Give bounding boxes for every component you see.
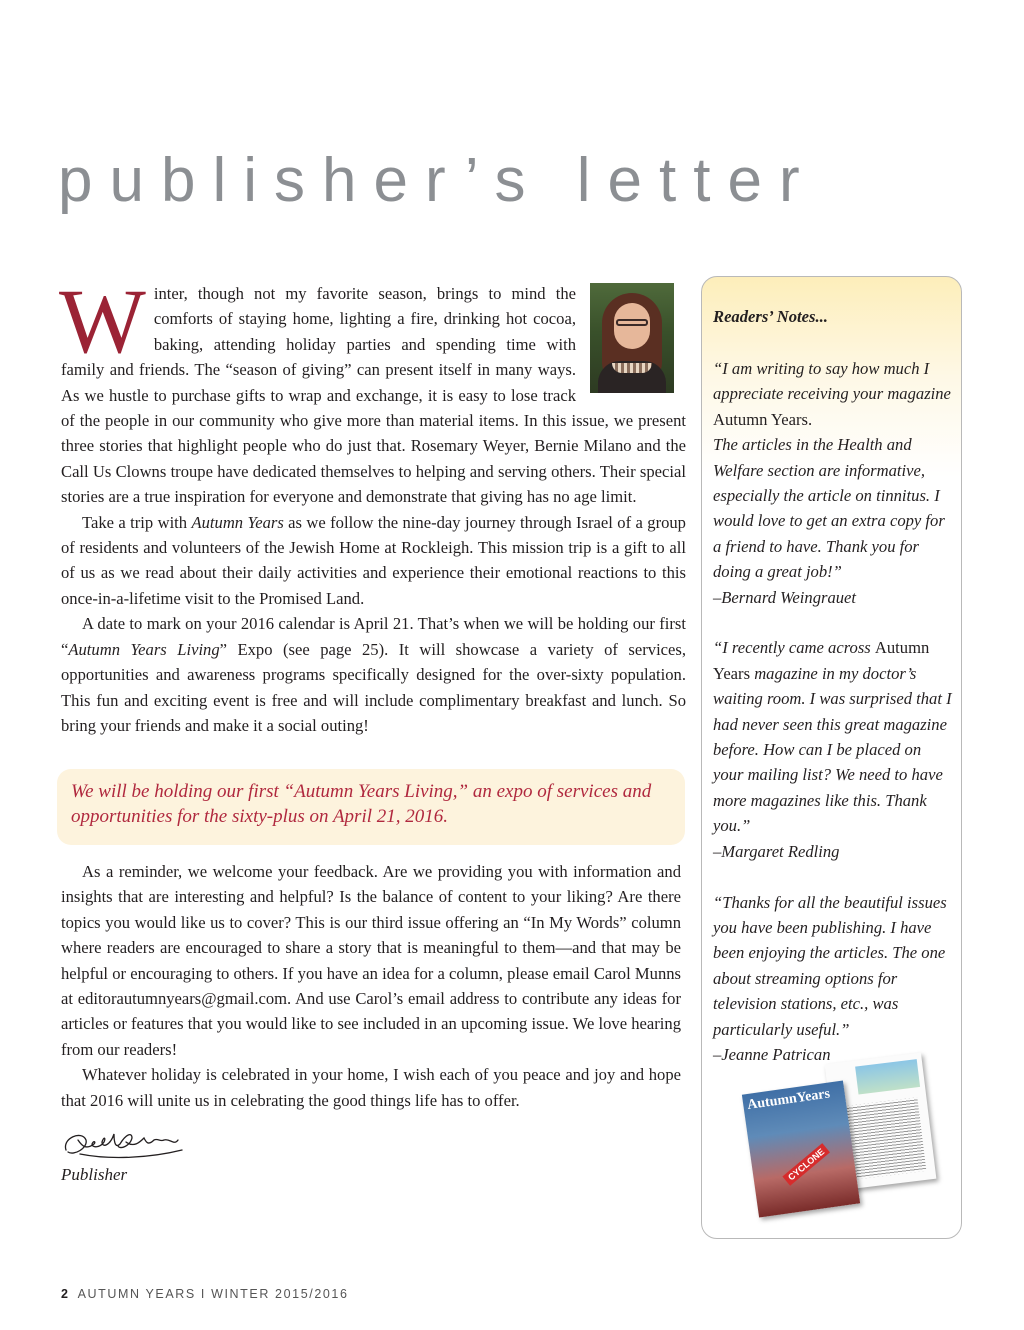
sidebar-notes <box>713 356 953 1093</box>
pull-quote: We will be holding our first “Autumn Years Living,” an expo of services and opportunities for the sixty-plus on April 21, 2016. <box>57 769 685 845</box>
page-footer <box>61 1287 349 1301</box>
signature <box>60 1128 184 1162</box>
reader-note-2: “I recently came across Autumn Years magazine in my doctor’s waiting room. I was surprised that I had never seen this great magazine before. How can I be placed on your mailing list? We need to have more magazines like this. Thank you.” –Margaret Redling <box>713 638 952 861</box>
paragraph-5: Whatever holiday is celebrated in your home, I wish each of you peace and joy and hope that 2016 will unite us in celebrating the good things life has to offer. <box>61 1065 681 1110</box>
paragraph-4: As a reminder, we welcome your feedback. Are we providing you with information and insights that are interesting and helpful? Is the balance of content to your liking? Are there topics you would like us to cover? This is our third issue offering an “In My Words” column where readers are encouraged to share a story that is meaningful to them—and that may be helpful or encouraging to others. If you have an idea for a column, please email Carol Munns at editorautumnyears@gmail.com. And use Carol’s email address to contribute any ideas for articles or features that you would like to see included in an upcoming issue. We love hearing from our readers! <box>61 862 681 1059</box>
note-author: –Margaret Redling <box>713 841 840 861</box>
paragraph-2: Take a trip with Autumn Years as we follow the nine-day journey through Israel of a group of residents and volunteers of the Jewish Home at Rockleigh. This mission trip is a gift to all of us as we read about their daily activities and experience their emotional reactions to this once-in-a-lifetime visit to the Promised Land. <box>61 512 686 608</box>
reader-note-1: “I am writing to say how much I appreciate receiving your magazine Autumn Years. The articles in the Health and Welfare section are informative, especially the article on tinnitus. I would love to get an extra copy for a friend to have. Thank you for doing a great job!” –Bernard Weingrauet <box>713 359 951 607</box>
publisher-role: Publisher <box>61 1165 128 1184</box>
note-author: –Jeanne Patrican <box>713 1044 831 1064</box>
footer-text: AUTUMN YEARS I WINTER 2015/2016 <box>77 1287 349 1301</box>
paragraph-1: inter, though not my favorite season, brings to mind the comforts of staying home, lighting a fire, drinking hot cocoa, baking, attending holiday parties and spending time with family and friends. The “season of giving” can present itself in many ways. As we hustle to purchase gifts to wrap and exchange, it is easy to lose track of the people in our community who give more than material items. In this issue, we present three stories that highlight people who do just that. Rosemary Weyer, Bernie Milano and the Call Us Clowns troupe have dedicated themselves to helping and serving others. Their special stories are a true inspiration for everyone and demonstrate that giving has no age limit. <box>61 284 686 507</box>
page-title: publisher’s letter <box>58 145 817 215</box>
reader-note-3: “Thanks for all the beautiful issues you have been publishing. I have been enjoying the articles. The one about streaming options for television stations, etc., was particularly useful.” –Jeanne Patrican <box>713 892 947 1064</box>
letter-body-continued <box>61 859 681 1113</box>
letter-body <box>59 270 687 738</box>
note-author: –Bernard Weingrauet <box>713 587 857 607</box>
magazine-cover-image: AutumnYears CYCLONE <box>742 1081 860 1218</box>
drop-cap: W <box>59 270 146 372</box>
sidebar-title: Readers’ Notes... <box>713 307 828 326</box>
publisher-photo <box>590 283 674 393</box>
page-number: 2 <box>61 1287 70 1301</box>
paragraph-3: A date to mark on your 2016 calendar is April 21. That’s when we will be holding our first “Autumn Years Living” Expo (see page 25). It will showcase a variety of services, opportunities and awareness programs specifically designed for the over-sixty population. This fun and exciting event is free and will include complimentary breakfast and lunch. So bring your friends and make it a social outing! <box>61 614 687 735</box>
